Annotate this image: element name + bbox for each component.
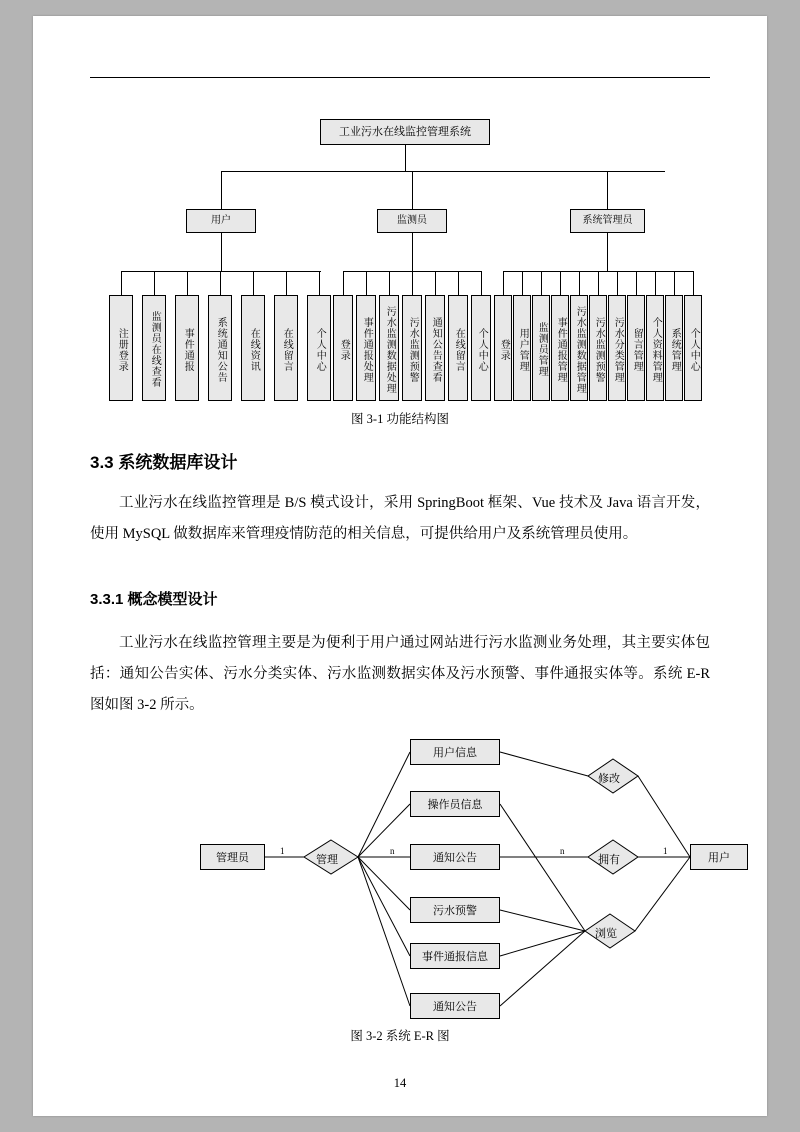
connector	[674, 271, 675, 295]
section-33-paragraph: 工业污水在线监控管理是 B/S 模式设计，采用 SpringBoot 框架、Vue 技术及 Java 语言开发，使用 MySQL 做数据库来管理疫情防范的相关信息，可提供给用户及系统管理员使用。	[90, 495, 710, 542]
fig1-leaf: 在线留言	[274, 295, 298, 401]
fig1-leaf: 个人中心	[684, 295, 702, 401]
connector	[121, 271, 321, 272]
er-entity-middle: 操作员信息	[410, 791, 500, 817]
fig1-leaf: 通知公告查看	[425, 295, 445, 401]
fig1-leaf: 事件通报管理	[551, 295, 569, 401]
er-entity-middle: 事件通报信息	[410, 943, 500, 969]
connector	[522, 271, 523, 295]
fig1-leaf: 系统通知公告	[208, 295, 232, 401]
er-connectors	[90, 716, 710, 1036]
fig1-leaf: 个人中心	[307, 295, 331, 401]
connector	[187, 271, 188, 295]
fig1-leaf: 事件通报处理	[356, 295, 376, 401]
fig1-role-admin: 系统管理员	[570, 209, 645, 233]
fig1-leaf: 监测员管理	[532, 295, 550, 401]
connector	[435, 271, 436, 295]
figure2-caption: 图 3-2 系统 E-R 图	[350, 1029, 450, 1043]
fig1-leaf: 登录	[494, 295, 512, 401]
fig1-leaf: 个人资料管理	[646, 295, 664, 401]
fig1-leaf: 个人中心	[471, 295, 491, 401]
connector	[607, 233, 608, 271]
fig1-role-monitor: 监测员	[377, 209, 447, 233]
fig1-leaf: 监测员在线查看	[142, 295, 166, 401]
er-cardinality: 1	[280, 846, 285, 856]
fig1-role-user: 用户	[186, 209, 256, 233]
er-entity-middle: 用户信息	[410, 739, 500, 765]
connector	[693, 271, 694, 295]
header-rule	[90, 77, 710, 78]
fig1-leaf: 在线留言	[448, 295, 468, 401]
section-331-paragraph: 工业污水在线监控管理主要是为便利于用户通过网站进行污水监测业务处理，其主要实体包括：通知公告实体、污水分类实体、污水监测数据实体及污水预警、事件通报实体等。系统 E-R 图如图 3-2 所示。	[90, 635, 710, 713]
er-cardinality: n	[390, 846, 395, 856]
connector	[412, 271, 413, 295]
connector	[560, 271, 561, 295]
page-number: 14	[393, 1076, 407, 1090]
connector	[319, 271, 320, 295]
er-entity-admin: 管理员	[200, 844, 265, 870]
connector	[412, 171, 413, 209]
connector	[481, 271, 482, 295]
connector	[221, 171, 222, 209]
er-cardinality: n	[560, 846, 565, 856]
figure1-caption: 图 3-1 功能结构图	[351, 412, 449, 426]
connector	[598, 271, 599, 295]
fig1-leaf: 用户管理	[513, 295, 531, 401]
connector	[579, 271, 580, 295]
er-entity-user: 用户	[690, 844, 748, 870]
connector	[636, 271, 637, 295]
connector	[389, 271, 390, 295]
connector	[458, 271, 459, 295]
er-relationship-label: 浏览	[595, 928, 617, 940]
figure-functional-structure	[90, 101, 710, 431]
connector	[221, 233, 222, 271]
connector	[617, 271, 618, 295]
fig1-leaf: 污水监测预警	[402, 295, 422, 401]
document-page	[33, 16, 767, 1116]
connector	[541, 271, 542, 295]
er-entity-middle: 通知公告	[410, 844, 500, 870]
er-relationship-label: 管理	[316, 854, 338, 866]
er-relationship-label: 拥有	[598, 854, 620, 866]
connector	[503, 271, 504, 295]
connector	[343, 271, 344, 295]
connector	[286, 271, 287, 295]
fig1-leaf: 系统管理	[665, 295, 683, 401]
er-entity-middle: 通知公告	[410, 993, 500, 1019]
er-relationship-label: 修改	[598, 773, 620, 785]
fig1-leaf: 污水监测数据管理	[570, 295, 588, 401]
fig1-leaf: 留言管理	[627, 295, 645, 401]
fig1-leaf: 污水监测预警	[589, 295, 607, 401]
section-33-heading: 3.3 系统数据库设计	[90, 453, 238, 472]
fig1-leaf: 注册登录	[109, 295, 133, 401]
fig1-leaf: 事件通报	[175, 295, 199, 401]
fig1-leaf: 在线资讯	[241, 295, 265, 401]
connector	[412, 233, 413, 271]
fig1-leaf: 登录	[333, 295, 353, 401]
section-331-heading: 3.3.1 概念模型设计	[90, 591, 218, 608]
connector	[121, 271, 122, 295]
connector	[253, 271, 254, 295]
figure-er-diagram	[90, 716, 730, 1046]
connector	[220, 271, 221, 295]
er-entity-middle: 污水预警	[410, 897, 500, 923]
connector	[405, 145, 406, 171]
connector	[154, 271, 155, 295]
fig1-root-node: 工业污水在线监控管理系统	[320, 119, 490, 145]
connector	[366, 271, 367, 295]
connector	[655, 271, 656, 295]
fig1-leaf: 污水分类管理	[608, 295, 626, 401]
connector	[607, 171, 608, 209]
connector	[221, 171, 665, 172]
fig1-leaf: 污水监测数据处理	[379, 295, 399, 401]
er-cardinality: 1	[663, 846, 668, 856]
